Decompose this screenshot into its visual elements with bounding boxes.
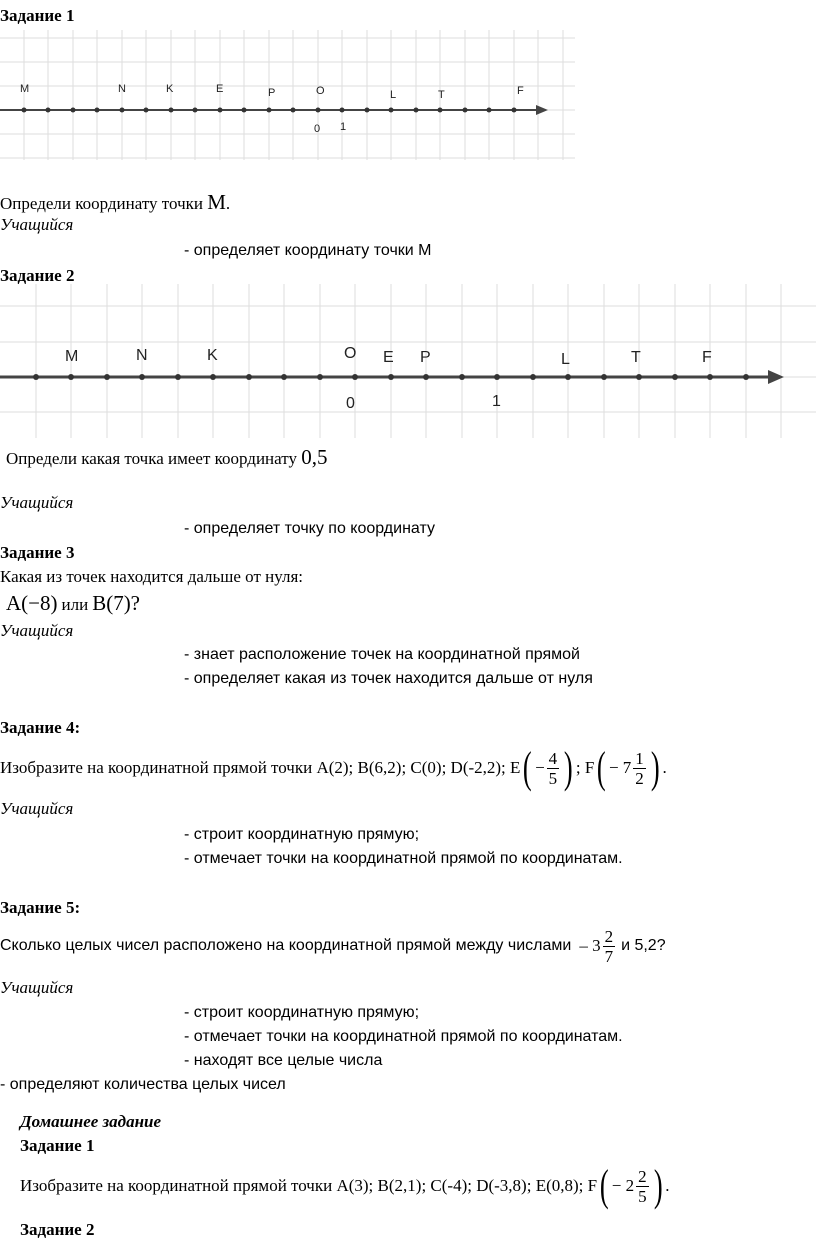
task5-question: Сколько целых чисел расположено на координатной прямой между числами – 3 $\frac{2}{7}$ и 5,2?: [0, 926, 666, 966]
task4-student-label: Учащийся: [0, 799, 74, 818]
task2-point-label: O: [344, 345, 357, 362]
task5-outcome: - строит координатную прямую;: [184, 1004, 420, 1021]
task2-question: Определи какая точка имеет координату 0,5: [6, 445, 328, 469]
task1-point-label: N: [118, 83, 126, 95]
task3-heading: Задание 3: [0, 543, 75, 562]
task4-question: Изобразите на координатной прямой точки A(2); B(6,2); C(0); D(-2,2); E ( − $\frac{4}{5}$ ) ; F ( − 7 $\frac{1}{2}$ ) .: [0, 743, 667, 792]
task4-f-fraction: $\frac{1}{2}$: [635, 748, 644, 788]
task3-point-a: A(−8): [6, 591, 58, 615]
task2-point-label: K: [207, 347, 218, 364]
homework-task2-heading: Задание 2: [20, 1220, 95, 1239]
task5-outcome: - находят все целые числа: [184, 1052, 383, 1069]
task3-outcome: - определяет какая из точек находится дальше от нуля: [184, 670, 593, 687]
task1-point-label: M: [20, 83, 30, 95]
task2-point-label: F: [702, 349, 712, 366]
task2-heading: Задание 2: [0, 266, 75, 285]
task1-heading: Задание 1: [0, 6, 75, 25]
task1-point-label: P: [268, 87, 276, 99]
task1-question: Определи координату точки M.: [0, 190, 231, 214]
task3-point-b: B(7)?: [92, 591, 141, 615]
homework-fraction: $\frac{2}{5}$: [638, 1166, 647, 1206]
task3-or: или: [61, 595, 89, 614]
task5-final: - определяют количества целых чисел: [0, 1076, 286, 1093]
task1-point-label: O: [316, 85, 325, 97]
task2-tick-label: 0: [346, 395, 355, 412]
task2-tick-label: 1: [492, 393, 501, 410]
task2-outcome: - определяет точку по координату: [184, 520, 435, 537]
task5-fraction: $\frac{2}{7}$: [604, 926, 614, 966]
task1-point-label: T: [438, 89, 445, 101]
task1-outcome: - определяет координату точки М: [184, 242, 432, 259]
task5-outcome: - отмечает точки на координатной прямой по координатам.: [184, 1028, 623, 1045]
task3-points: [6, 591, 140, 616]
task1-point-label: E: [216, 83, 224, 95]
task4-outcome: - отмечает точки на координатной прямой по координатам.: [184, 850, 623, 867]
task2-point-label: P: [420, 349, 431, 366]
task2-point-label: T: [631, 349, 641, 366]
homework-task1-heading: Задание 1: [20, 1136, 95, 1155]
task1-point-label: K: [166, 83, 174, 95]
task1-point-label: L: [390, 89, 397, 101]
task1-number-line: [0, 30, 575, 160]
task1-point-label: F: [517, 85, 524, 97]
task2-question-value: 0,5: [301, 445, 328, 469]
task2-point-label: L: [561, 351, 570, 368]
task4-e-fraction: $\frac{4}{5}$: [548, 748, 558, 788]
task5-student-label: Учащийся: [0, 978, 74, 997]
task1-student-label: Учащийся: [0, 215, 74, 234]
task2-point-label: N: [136, 347, 148, 364]
task1-tick-label: 0: [314, 123, 321, 135]
homework-title: Домашнее задание: [20, 1112, 162, 1131]
task1-question-var: M: [207, 190, 226, 214]
task2-point-label: E: [383, 349, 394, 366]
task3-student-label: Учащийся: [0, 621, 74, 640]
task3-outcome: - знает расположение точек на координатной прямой: [184, 646, 580, 663]
task2-student-label: Учащийся: [0, 493, 74, 512]
task4-heading: Задание 4:: [0, 718, 81, 737]
task3-question: Какая из точек находится дальше от нуля:: [0, 567, 304, 586]
task5-heading: Задание 5:: [0, 898, 81, 917]
task2-number-line: [0, 284, 816, 438]
task1-tick-label: 1: [340, 121, 347, 133]
task2-point-label: M: [65, 348, 79, 365]
task4-outcome: - строит координатную прямую;: [184, 826, 420, 843]
homework-task1-text: Изобразите на координатной прямой точки A(3); B(2,1); C(-4); D(-3,8); E(0,8); F ( − 2 $\frac{2}{5}$ ) .: [20, 1161, 670, 1210]
